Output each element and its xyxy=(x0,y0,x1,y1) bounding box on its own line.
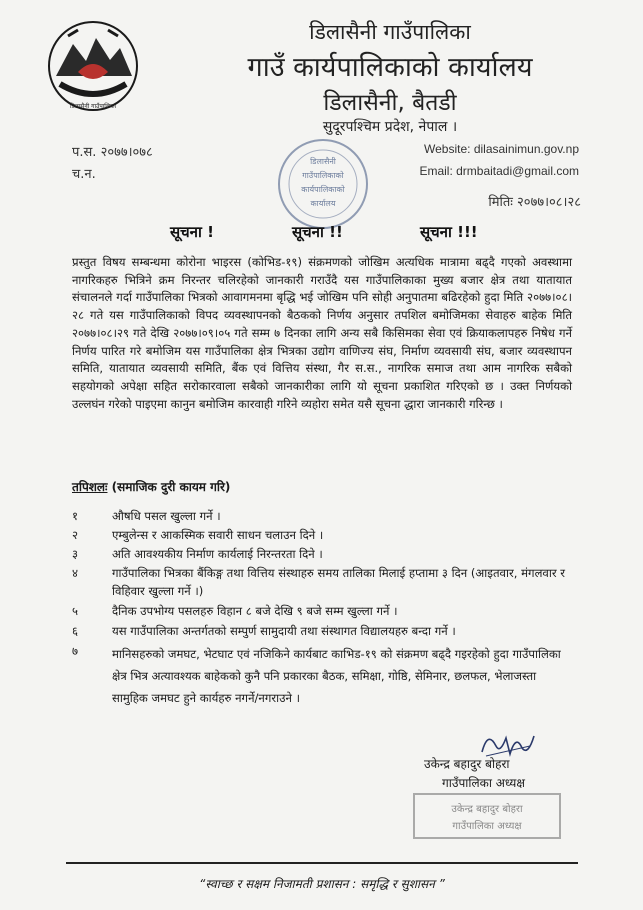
signatory-rectangular-seal xyxy=(412,792,562,840)
list-item-text: मानिसहरुको जमघट, भेटघाट एवं नजिकिने कार्यबाट काभिड-१९ को संक्रमण बढ्दै गइरहेको हुदा गाउँपालिका क्षेत्र भित्र अत्यावश्यक बाहेकको कुनै पनि प्रकारका बैठक, समिक्षा, गोष्ठि, सेमिनार, छलफल, भेलाजस्ता सामुहिक जमघट हुने कार्यहरु नगर्ने/नगराउने । xyxy=(112,647,561,705)
emblem-caption: डिलासैनी गाउँपालिका xyxy=(69,103,117,110)
list-item-number: ४ xyxy=(72,566,79,580)
list-item-number: ५ xyxy=(72,604,79,618)
notice-heading-3: सूचना !!! xyxy=(420,223,478,241)
email-text: Email: drmbaitadi@gmail.com xyxy=(419,164,579,178)
list-item xyxy=(72,623,572,641)
footer-divider xyxy=(66,862,578,864)
list-item-text: अति आवश्यकीय निर्माण कार्यलाई निरन्तरता दिने । xyxy=(112,547,323,561)
notice-heading-2: सूचना !! xyxy=(292,223,343,241)
list-item-text: यस गाउँपालिका अन्तर्गतको सम्पुर्ण सामुदायी तथा संस्थागत विद्यालयहरु बन्दा गर्ने । xyxy=(112,624,456,638)
stamp-text-1: डिलासैनी xyxy=(310,157,336,166)
office-name: डिलासैनी गाउँपालिका xyxy=(309,20,471,44)
office-place: डिलासैनी, बैतडी xyxy=(323,90,457,116)
list-item-number: ६ xyxy=(72,624,79,638)
reference-number: प.स. २०७७।०७८ xyxy=(72,145,153,160)
details-heading xyxy=(72,478,230,495)
nepal-emblem-logo xyxy=(38,16,148,116)
list-item-text: दैनिक उपभोग्य पसलहरु विहान ८ बजे देखि ९ बजे सम्म खुल्ला गर्ने । xyxy=(112,604,398,618)
notice-body-paragraph: प्रस्तुत विषय सम्बन्धमा कोरोना भाइरस (कोभिड-१९) संक्रमणको जोखिम अत्यधिक मात्रामा बढ्दै गएको अवस्थामा नागरिकहरु भित्रिने क्रम निरन्तर चलिरहेको जानकारी गराउँदै यस गाउँपालिकाका मुख्य बजार क्षेत्र तथा यातायात संचालनले गर्दा गाउँपालिका भित्रको आवागमनमा बृद्धि भई जोखिम पनि सोही अनुपातमा बढिरहेको हुदा मिति २०७७।०८।२८ गते यस गाउँपालिकाको विपद व्यवस्थापनको बैठकको निर्णय अनुसार तपशिल बमोजिमका सेवाहरु बाहेक मिति २०७७।०८।२९ गते देखि २०७७।०९।०५ गते सम्म ७ दिनका लागि अन्य सबै किसिमका सेवा एवं क्रियाकलापहरु निषेध गर्ने निर्णय पारित गरे बमोजिम यस गाउँपालिका क्षेत्र भित्रका उद्योग वाणिज्य संघ, निर्माण व्यवसायी संघ, बजार व्यवस्थापन समिति, यातायात व्यवसायी समिति, बैंक एवं वित्तिय संस्था, गैर स.स., नागरिक समाज तथा आम नागरिक सबैको सहयोगको अपेक्षा सहित सरोकारवाला सबैको जानकारीका लागि यो सूचना प्रकाशित गरिएको छ । उक्त निर्णयको उल्लघंन गरेको पाइएमा कानुन बमोजिम कारवाही गरिने व्यहोरा समेत यसै सूचना द्धारा जानकारी गरिन्छ । xyxy=(72,255,572,411)
office-title: गाउँ कार्यपालिकाको कार्यालय xyxy=(247,52,533,83)
list-item xyxy=(72,546,572,564)
office-round-stamp xyxy=(268,134,378,234)
list-item-number: १ xyxy=(72,509,79,523)
seal-text-1: उकेन्द्र बहादुर बोहरा xyxy=(451,804,523,815)
list-item-number: ३ xyxy=(72,547,79,561)
website-text: Website: dilasainimun.gov.np xyxy=(424,142,579,156)
details-heading-label: तपिशलः xyxy=(72,480,108,494)
list-item xyxy=(72,508,572,526)
dispatch-number: च.न. xyxy=(72,167,96,182)
stamp-text-3: कार्यपालिकाको xyxy=(301,185,345,194)
list-item xyxy=(72,565,572,601)
stamp-text-4: कार्यालय xyxy=(310,199,336,208)
list-item-number: २ xyxy=(72,528,79,542)
signer-title: गाउँपालिका अध्यक्ष xyxy=(442,776,525,790)
details-subheading: (समाजिक दुरी कायम गरि) xyxy=(107,480,231,494)
footer-motto: “स्वाच्छ र सक्षम निजामती प्रशासन : समृद्धि र सुशासन ” xyxy=(199,877,445,891)
notice-heading-1: सूचना ! xyxy=(170,223,214,241)
list-item xyxy=(72,527,572,545)
office-province: सुदूरपश्चिम प्रदेश, नेपाल । xyxy=(322,119,458,135)
list-item-text: औषधि पसल खुल्ला गर्ने । xyxy=(112,509,221,523)
list-item xyxy=(72,643,572,713)
seal-text-2: गाउँपालिका अध्यक्ष xyxy=(452,821,522,832)
notice-date: मितिः २०७७।०८।२८ xyxy=(488,195,581,210)
list-item-number: ७ xyxy=(72,644,79,658)
list-item-text: एम्बुलेन्स र आकस्मिक सवारी साधन चलाउन दिने । xyxy=(112,528,324,542)
stamp-text-2: गाउँपालिकाको xyxy=(302,171,344,180)
signer-name: उकेन्द्र बहादुर बोहरा xyxy=(424,757,510,771)
list-item xyxy=(72,603,572,621)
list-item-text: गाउँपालिका भित्रका बैंकिङ्ग तथा वित्तिय संस्थाहरु समय तालिका मिलाई हप्तामा ३ दिन (आइतवार, मंगलवार र विहिवार खुल्ला गर्ने ।) xyxy=(112,566,566,598)
